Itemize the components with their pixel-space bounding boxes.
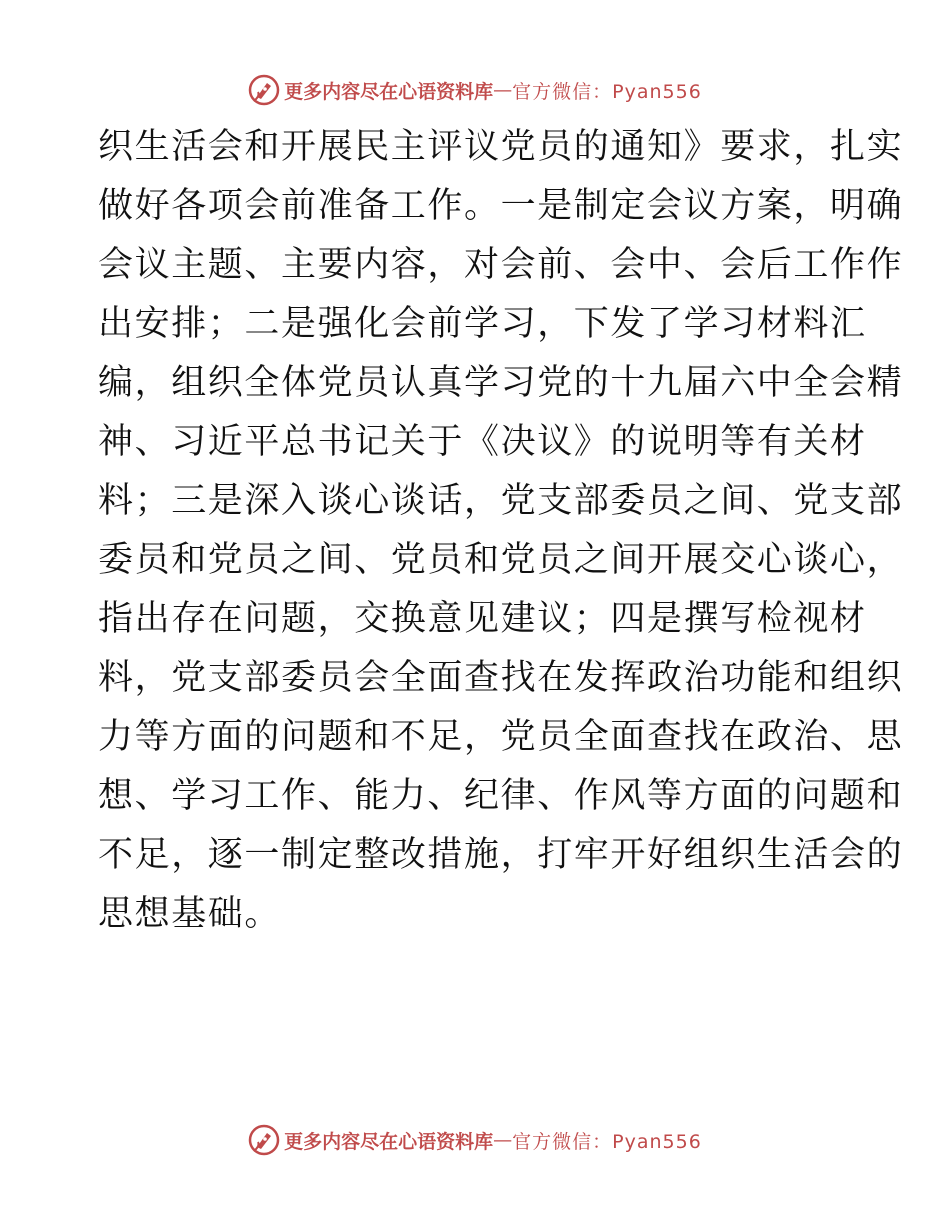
body-line: 想、学习工作、能力、纪律、作风等方面的问题和 xyxy=(98,776,904,816)
body-line: 料，党支部委员会全面查找在发挥政治功能和组织 xyxy=(98,658,904,698)
body-line: 力等方面的问题和不足，党员全面查找在政治、思 xyxy=(98,717,904,757)
body-line: 编，组织全体党员认真学习党的十九届六中全会精 xyxy=(98,363,904,403)
body-line: 织生活会和开展民主评议党员的通知》要求，扎实 xyxy=(98,127,904,167)
header-wechat-text: 官方微信：Pyan556 xyxy=(512,80,702,103)
pen-nib-circle-icon xyxy=(248,74,280,106)
pen-nib-circle-icon xyxy=(248,1124,280,1156)
header-brand-text: 更多内容尽在心语资料库 xyxy=(284,80,494,103)
body-line: 不足，逐一制定整改措施，打牢开好组织生活会的 xyxy=(98,835,904,875)
header-dash: — xyxy=(493,79,513,101)
body-line: 做好各项会前准备工作。一是制定会议方案，明确 xyxy=(98,186,904,226)
footer-wechat-text: 官方微信：Pyan556 xyxy=(512,1130,702,1153)
document-body xyxy=(98,118,904,944)
body-line: 会议主题、主要内容，对会前、会中、会后工作作 xyxy=(98,245,904,285)
footer-brand-text: 更多内容尽在心语资料库 xyxy=(284,1130,494,1153)
footer-banner xyxy=(0,1120,950,1160)
body-line: 委员和党员之间、党员和党员之间开展交心谈心， xyxy=(98,540,904,580)
footer-dash: — xyxy=(493,1129,513,1151)
header-banner xyxy=(0,70,950,110)
body-line: 料；三是深入谈心谈话，党支部委员之间、党支部 xyxy=(98,481,904,521)
body-line: 思想基础。 xyxy=(98,894,282,934)
body-line: 出安排；二是强化会前学习，下发了学习材料汇 xyxy=(98,304,867,344)
body-line: 指出存在问题，交换意见建议；四是撰写检视材 xyxy=(98,599,867,639)
body-line: 神、习近平总书记关于《决议》的说明等有关材 xyxy=(98,422,867,462)
